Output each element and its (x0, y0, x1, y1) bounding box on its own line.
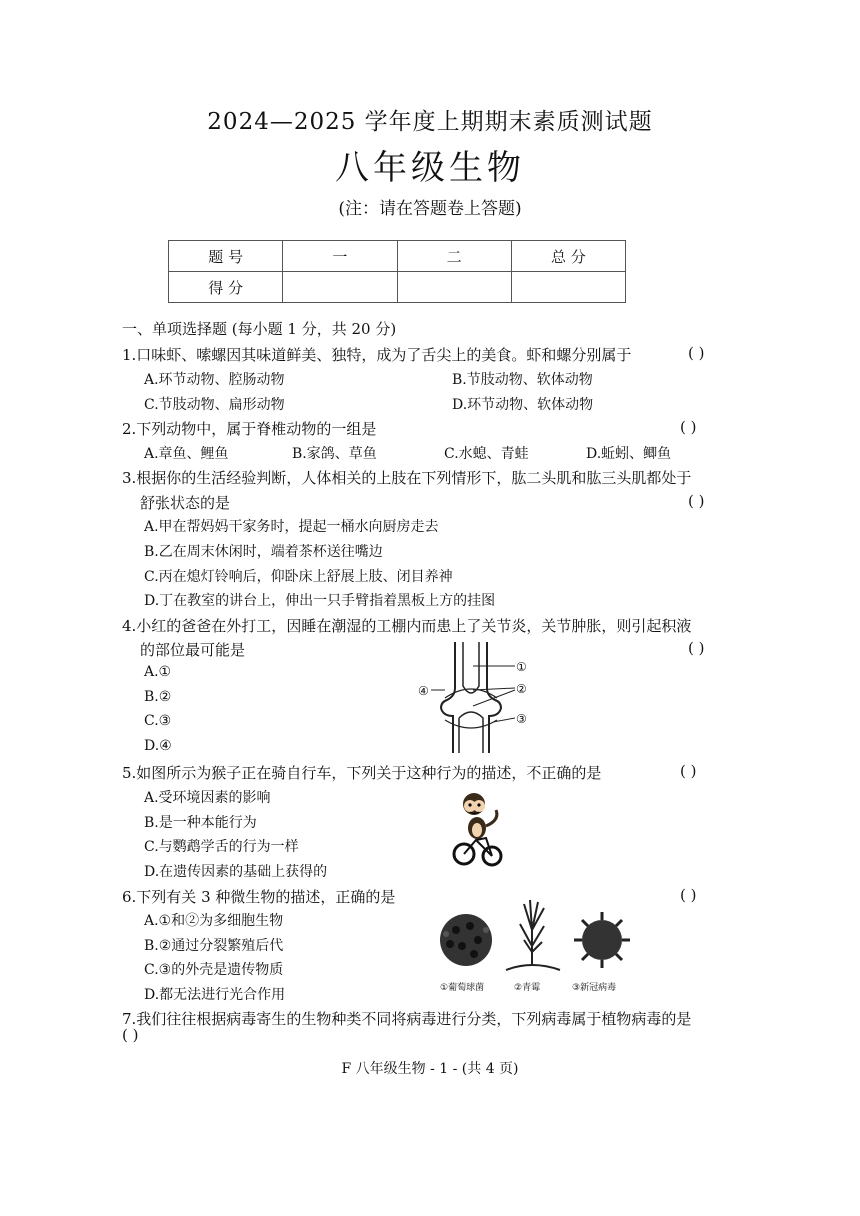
question-5-stem: 5.如图所示为猴子正在骑自行车，下列关于这种行为的描述，不正确的是 (122, 764, 602, 782)
answer-paren: ( ) (122, 1026, 139, 1044)
figure-caption: ①葡萄球菌 (440, 983, 485, 993)
question-1-stem: 1.口味虾、嗦螺因其味道鲜美、独特，成为了舌尖上的美食。虾和螺分别属于 (122, 346, 632, 364)
exam-title: 2024—2025 学年度上期期末素质测试题 (207, 109, 653, 135)
score-table-cell (397, 272, 511, 303)
option: A.甲在帮妈妈干家务时，提起一桶水向厨房走去 (144, 519, 439, 535)
option: C.③ (144, 713, 172, 729)
figure-caption: ③新冠病毒 (572, 983, 617, 993)
figure-label: ① (516, 660, 527, 674)
section-heading: 一、单项选择题 (每小题 1 分，共 20 分) (122, 320, 397, 338)
answer-paren: ( ) (688, 344, 705, 362)
penicillium-icon (506, 900, 560, 970)
option: B.家鸽、草鱼 (292, 446, 377, 462)
staphylococcus-icon (440, 914, 492, 966)
option: D.④ (144, 738, 172, 754)
option: D.在遗传因素的基础上获得的 (144, 864, 328, 880)
score-table-cell (511, 272, 625, 303)
option: C.③的外壳是遗传物质 (144, 962, 284, 978)
coronavirus-icon (574, 912, 630, 968)
subject-title: 八年级生物 (335, 148, 525, 188)
option: D.丁在教室的讲台上，伸出一只手臂指着黑板上方的挂图 (144, 593, 496, 609)
option: B.乙在周末休闲时，端着茶杯送往嘴边 (144, 544, 383, 560)
question-4-stem-cont: 的部位最可能是 (140, 641, 246, 659)
option: B.② (144, 689, 172, 705)
option: C.与鹦鹉学舌的行为一样 (144, 839, 299, 855)
option: B.是一种本能行为 (144, 815, 257, 831)
answer-paren: ( ) (680, 762, 697, 780)
answer-paren: ( ) (688, 639, 705, 657)
question-6-stem: 6.下列有关 3 种微生物的描述，正确的是 (122, 888, 396, 906)
option: A.①和②为多细胞生物 (144, 913, 284, 929)
option: A.环节动物、腔肠动物 (144, 372, 285, 388)
option: C.节肢动物、扁形动物 (144, 397, 285, 413)
monkey-bicycle-icon (452, 790, 508, 868)
option: A.① (144, 664, 172, 680)
question-3-stem: 3.根据你的生活经验判断，人体相关的上肢在下列情形下，肱二头肌和肱三头肌都处于 (122, 469, 692, 487)
page-footer: F 八年级生物 - 1 - (共 4 页) (341, 1061, 519, 1077)
score-table-score-row (169, 272, 626, 303)
exam-note: (注：请在答题卷上答题) (338, 199, 522, 219)
score-table-cell: 总 分 (511, 241, 625, 272)
score-table-cell: 得 分 (169, 272, 283, 303)
option: D.环节动物、软体动物 (452, 397, 594, 413)
figure-label: ② (516, 682, 527, 696)
figure-label: ④ (418, 684, 429, 698)
score-table-cell: 二 (397, 241, 511, 272)
question-4-stem: 4.小红的爸爸在外打工，因睡在潮湿的工棚内而患上了关节炎，关节肿胀，则引起积液 (122, 617, 692, 635)
score-table (168, 240, 626, 303)
option: B.节肢动物、软体动物 (452, 372, 593, 388)
joint-diagram (415, 640, 535, 755)
question-3-stem-cont: 舒张状态的是 (140, 494, 231, 512)
option: C.水螅、青蛙 (444, 446, 529, 462)
option: A.章鱼、鲤鱼 (144, 446, 229, 462)
option: D.蚯蚓、鲫鱼 (586, 446, 672, 462)
microbes-figure (432, 890, 644, 994)
answer-paren: ( ) (680, 418, 697, 436)
score-table-cell (283, 272, 397, 303)
figure-caption: ②青霉 (514, 983, 541, 993)
figure-label: ③ (516, 712, 527, 726)
option: D.都无法进行光合作用 (144, 987, 286, 1003)
score-table-header-row (169, 241, 626, 272)
answer-paren: ( ) (680, 886, 697, 904)
option: A.受环境因素的影响 (144, 790, 271, 806)
question-2-stem: 2.下列动物中，属于脊椎动物的一组是 (122, 420, 377, 438)
score-table-cell: 一 (283, 241, 397, 272)
score-table-cell: 题 号 (169, 241, 283, 272)
question-7-stem: 7.我们往往根据病毒寄生的生物种类不同将病毒进行分类，下列病毒属于植物病毒的是 (122, 1010, 692, 1028)
answer-paren: ( ) (688, 492, 705, 510)
option: B.②通过分裂繁殖后代 (144, 938, 284, 954)
option: C.丙在熄灯铃响后，仰卧床上舒展上肢、闭目养神 (144, 569, 453, 585)
